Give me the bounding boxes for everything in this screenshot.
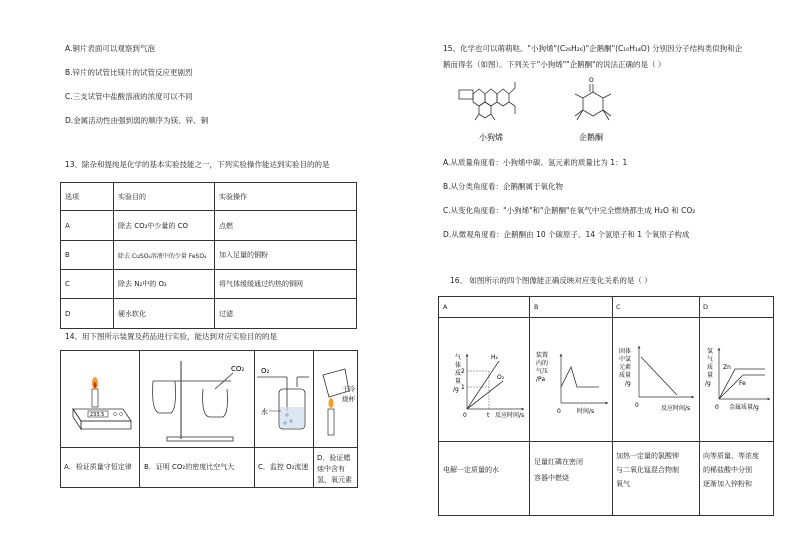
- q12-option-d: D.金属活动性由强到弱的顺序为镁、锌、铜: [65, 116, 209, 125]
- graph-d-xlabel: 金属质量/g: [729, 404, 759, 411]
- graph-a-series-label: O₂: [497, 374, 505, 381]
- q13-title: 13、除杂和提纯是化学的基本实验技能之一，下列实验操作能达到实验目的的是: [65, 160, 330, 169]
- water-label: 水: [261, 408, 268, 416]
- table-row: [61, 299, 357, 329]
- graph-d-ylabel: 量: [707, 372, 714, 379]
- q14-apparatus: [61, 351, 357, 447]
- q15-molecules: [455, 76, 645, 146]
- q15-line1: 15、化学也可以萌萌哒。"小狗烯"(C₂₆H₂₆)"企鹅酮"(C₁₀H₁₄O) 分别因分子结构类似狗和企: [443, 44, 743, 53]
- q14-caption-d: [317, 453, 357, 486]
- graph-c-ylabel: 中氯: [619, 356, 632, 363]
- table-cell: 加入足量的铜粉: [215, 241, 357, 270]
- graph-d-ylabel: 氢: [707, 348, 714, 355]
- q14-caption-c: C．监控 O₂流速: [258, 463, 309, 471]
- graph-c-tick: 0: [635, 402, 639, 409]
- graph-c-ylabel: 元素: [619, 364, 632, 371]
- table-row: [61, 270, 357, 299]
- graph-b-xlabel: 时间/s: [577, 408, 595, 415]
- q14-figure: [60, 350, 358, 488]
- table-cell: 点燃: [215, 211, 357, 241]
- q16-desc-b-1: 足量红磷在密闭: [534, 458, 583, 466]
- q13-header: 实验目的: [114, 183, 215, 211]
- graph-a-tick: t: [487, 412, 490, 419]
- q16-col-d: D: [703, 303, 709, 311]
- graph-a-tick: 0: [463, 412, 467, 419]
- q16-desc-d-3: 逐渐加入锌粉和: [703, 480, 752, 488]
- q15-option-d: D.从微观角度看：企鹅酮由 10 个碳原子、14 个氢原子和 1 个氧原子构成: [443, 230, 690, 239]
- q16-col-b: B: [534, 303, 539, 311]
- graph-d-tick: 0: [715, 404, 719, 411]
- q13-header: 选项: [61, 183, 114, 211]
- graph-d-ylabel: 质: [707, 364, 714, 371]
- co2-label: CO₂: [231, 365, 245, 373]
- table-cell: B: [61, 241, 114, 270]
- table-cell: 硬水软化: [114, 299, 215, 329]
- q15-option-b: B.从分类角度看：企鹅酮属于氧化物: [443, 182, 564, 191]
- svg-text:O: O: [589, 77, 594, 84]
- q15-option-c: C.从变化角度看："小狗烯"和"企鹅酮"在氧气中完全燃烧都生成 H₂O 和 CO₂: [443, 206, 696, 215]
- q15-line2: 鹅而得名（如图）。下列关于"小狗烯""企鹅酮"的说法正确的是（ ）: [443, 60, 666, 69]
- table-cell: A: [61, 211, 114, 241]
- beaker-label-1: 干冷: [342, 385, 355, 393]
- table-cell: 将气体缓缓通过灼热的铜网: [215, 270, 357, 299]
- graph-a-ylabel: 气: [455, 354, 462, 361]
- table-cell: D: [61, 299, 114, 329]
- graph-a-series-label: H₂: [491, 354, 498, 361]
- q16-col-a: A: [443, 303, 448, 311]
- graph-a-ylabel: 量: [455, 378, 462, 385]
- q16-desc-c-1: 加热一定量的氯酸钾: [616, 452, 679, 460]
- o2-label: O₂: [261, 367, 270, 375]
- graph-d-ylabel: /g: [705, 380, 711, 387]
- q15-option-a: A.从质量角度看：小狗烯中碳、氢元素的质量比为 1：1: [443, 158, 628, 167]
- graph-c: [619, 347, 693, 412]
- q14-caption-d-text: D．验证蜡烛中含有氢、氧元素: [317, 454, 352, 484]
- q16-desc-d-1: 向等质量、等浓度: [703, 452, 759, 460]
- q16-table: [438, 296, 774, 516]
- graph-b-ylabel: 气压: [536, 368, 549, 375]
- beaker-label-2: 烧杯: [342, 395, 355, 403]
- table-row: [61, 241, 357, 270]
- table-cell: 除去 N₂中的 O₂: [114, 270, 215, 299]
- penguin-label: 企鹅酮: [579, 133, 603, 142]
- graph-b-ylabel: /Pa: [536, 376, 546, 383]
- balance-icon: [73, 377, 131, 429]
- balance-display: 233.5: [90, 412, 105, 418]
- graph-c-ylabel: 质量: [619, 372, 632, 379]
- graph-b-ylabel: 内的: [536, 360, 549, 367]
- q16-graphs: [439, 317, 773, 441]
- q16-desc-c-2: 与二氧化锰混合物制: [616, 466, 679, 474]
- q16-col-c: C: [616, 303, 621, 311]
- graph-d: [705, 347, 769, 411]
- graph-a-tick: 2: [461, 368, 465, 375]
- dog-molecule-icon: [459, 82, 515, 120]
- dog-label: 小狗烯: [479, 133, 503, 142]
- table-cell: C: [61, 270, 114, 299]
- q12-option-c: C.三支试管中盐酸溶液的浓度可以不同: [65, 92, 193, 101]
- q13-table: [60, 182, 357, 329]
- stand-icon: [153, 361, 245, 441]
- graph-d-ylabel: 气: [707, 356, 714, 363]
- penguin-molecule-icon: [575, 84, 611, 120]
- q14-title: 14、用下图所示装置及药品进行实验，能达到对应实验目的的是: [65, 332, 278, 341]
- q12-option-b: B.锌片的试管比镁片的试管反应更剧烈: [65, 68, 193, 77]
- q14-caption-a: A．检证质量守恒定律: [64, 463, 132, 471]
- graph-c-ylabel: 固体: [619, 348, 632, 355]
- q12-option-a: A.铜片表面可以观察到气泡: [65, 44, 155, 53]
- gas-bottle-icon: [257, 367, 309, 429]
- table-cell: 过滤: [215, 299, 357, 329]
- graph-a-xlabel: 反应时间/s: [495, 412, 525, 419]
- graph-c-ylabel: /g: [625, 380, 631, 387]
- graph-b-tick: 0: [557, 408, 561, 415]
- table-row: [61, 211, 357, 241]
- graph-a-tick: 1: [461, 384, 465, 391]
- q16-desc-c-3: 氧气: [616, 480, 630, 488]
- graph-a-ylabel: 质: [455, 370, 462, 377]
- q16-desc-d-2: 的稀盐酸中分别: [703, 466, 752, 474]
- graph-c-xlabel: 反应时间/s: [661, 405, 691, 412]
- q14-caption-b: B．证明 CO₂的密度比空气大: [144, 463, 235, 471]
- graph-b-ylabel: 装置: [536, 352, 549, 359]
- q16-title: 16、 如图所示的四个图像能正确反映对应变化关系的是（ ）: [450, 276, 652, 285]
- graph-b: [536, 351, 607, 415]
- graph-a-ylabel: 体: [455, 362, 462, 369]
- table-cell: 除去 CO₂中少量的 CO: [114, 211, 215, 241]
- graph-d-series-label: Fe: [739, 380, 746, 387]
- beaker-candle-icon: [323, 369, 356, 435]
- table-cell: 除去 CuSO₄溶液中的少量 FeSO₄: [114, 241, 215, 270]
- graph-a: [453, 353, 524, 419]
- graph-a-ylabel: /g: [453, 386, 459, 393]
- q16-desc-a: 电解一定质量的水: [443, 466, 499, 474]
- graph-d-series-label: Zn: [723, 364, 731, 371]
- q16-desc-b-2: 容器中燃烧: [534, 474, 569, 482]
- q13-header: 实验操作: [215, 183, 357, 211]
